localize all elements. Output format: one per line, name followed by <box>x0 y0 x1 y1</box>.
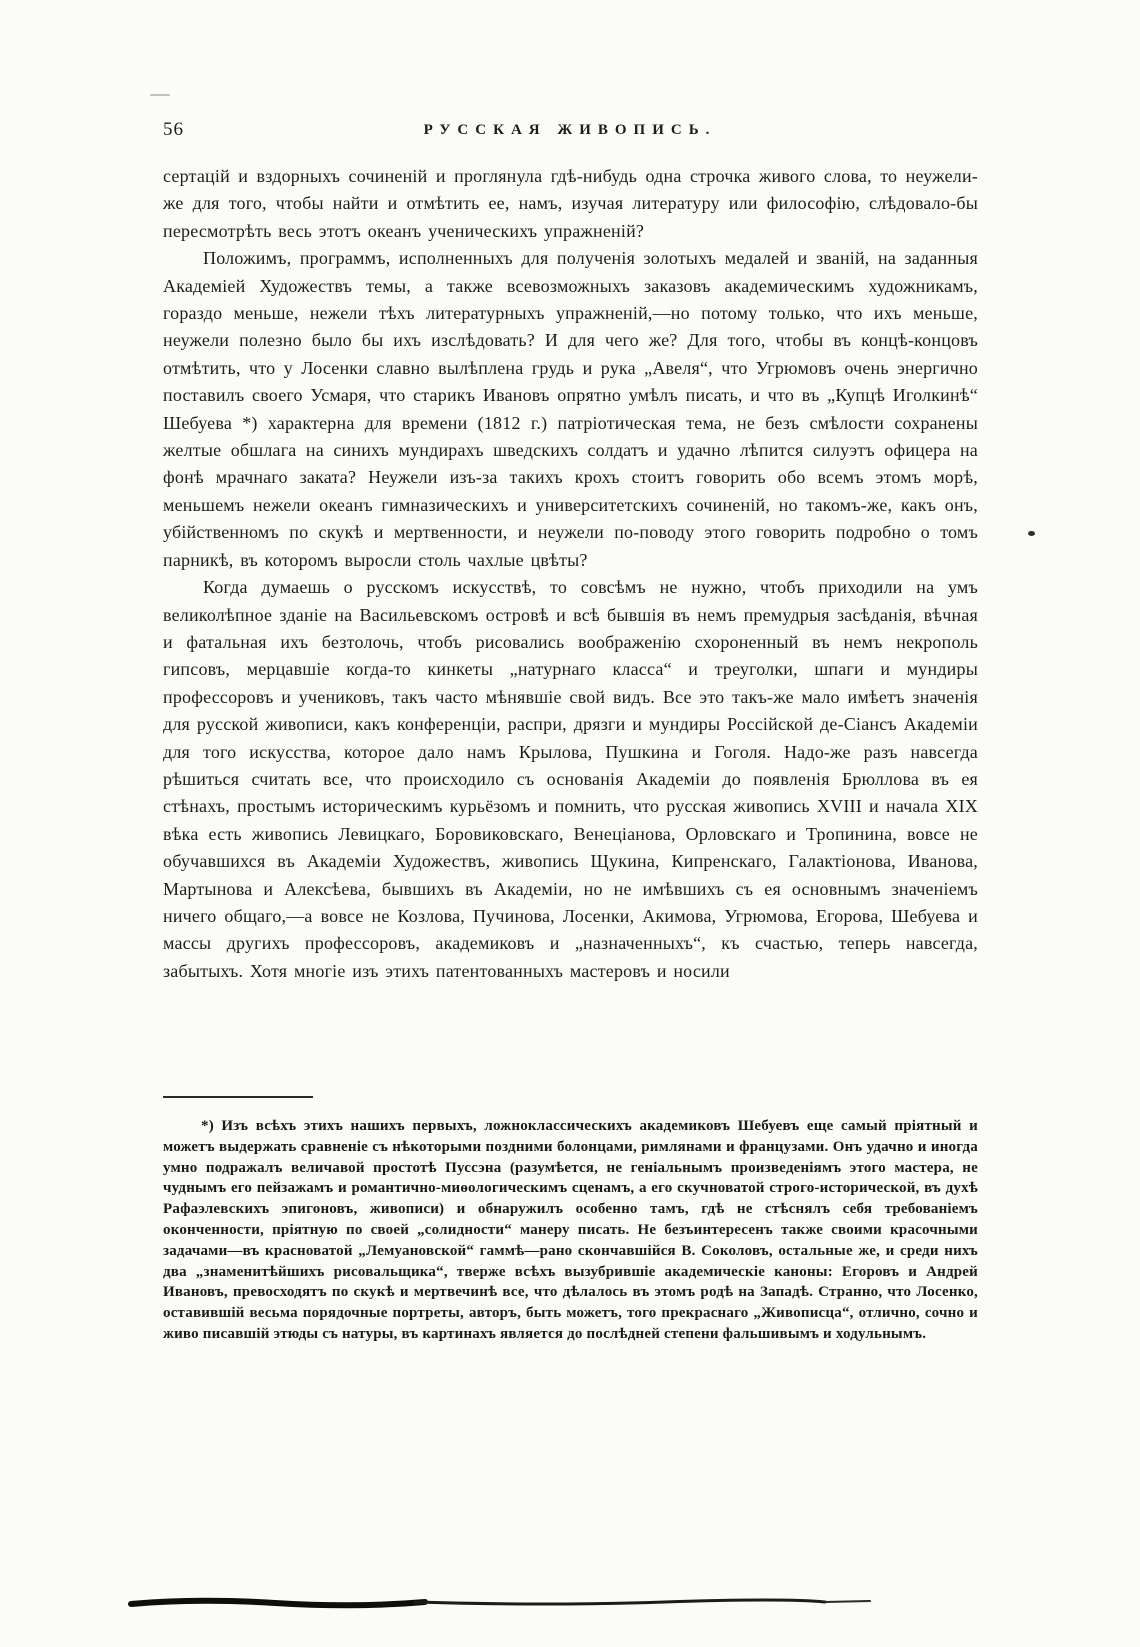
footnote-separator-rule <box>163 1096 313 1098</box>
page-number: 56 <box>163 119 184 140</box>
paragraph: сертацій и вздорныхъ сочиненій и проглянула гдѣ-нибудь одна строчка живого слова, то неужели-же для того, чтобы найти и отмѣтить ее, намъ, изучая литературу или философію, слѣдовало-бы пересмотрѣть весь этотъ океанъ ученическихъ упражненій? <box>163 166 978 241</box>
paragraph: Когда думаешь о русскомъ искусствѣ, то совсѣмъ не нужно, чтобъ приходили на умъ великолѣпное зданіе на Васильевскомъ островѣ и всѣ бывшія въ немъ премудрыя засѣданія, вѣчная и фатальная ихъ безтолочь, чтобъ рисовались воображенію схороненный въ немъ некрополь гипсовъ, мерцавшіе когда-то кинкеты „натурнаго класса“ и треуголки, шпаги и мундиры профессоровъ и учениковъ, такъ часто мѣнявшіе свой видъ. Все это такъ-же мало имѣетъ значенія для русской живописи, какъ конференціи, распри, дрязги и мундиры Россійской де-Сіансъ Академіи для того искусства, которое дало намъ Крылова, Пушкина и Гоголя. Надо-же разъ навсегда рѣшиться считать все, что происходило съ основанія Академіи до появленія Брюллова въ ея стѣнахъ, простымъ историческимъ курьёзомъ и помнить, что русская живопись XVIII и начала XIX вѣка есть живопись Левицкаго, Боровиковскаго, Венеціанова, Орловскаго и Тропинина, вовсе не обучавшихся въ Академіи Художествъ, живопись Щукина, Кипренскаго, Галактіонова, Иванова, Мартынова и Алексѣева, бывшихъ въ Академіи, но не имѣвшихъ съ ея основнымъ значеніемъ ничего общаго,—а вовсе не Козлова, Пучинова, Лосенки, Акимова, Угрюмова, Егорова, Шебуева и массы другихъ профессоровъ, академиковъ и „назначенныхъ“, къ счастью, теперь навсегда, забытыхъ. Хотя многіе изъ этихъ патентованныхъ мастеровъ и носили <box>163 577 978 981</box>
footnote: *) Изъ всѣхъ этихъ нашихъ первыхъ, ложноклассическихъ академиковъ Шебуевъ еще самый пріятный и можетъ выдержать сравненіе съ нѣкоторыми поздними болонцами, римлянами и французами. Онъ удачно и иногда умно подражалъ величавой простотѣ Пуссэна (разумѣется, не геніальнымъ произведеніямъ этого мастера, не чуднымъ его пейзажамъ и романтично-миѳологическимъ сценамъ, а его скучноватой строго-исторической, въ духѣ Рафаэлевскихъ эпигоновъ, живописи) и обнаружилъ особенно тамъ, гдѣ не стѣснялъ себя требованіемъ оконченности, пріятную по своей „солидности“ манеру писать. Не безъинтересенъ также своими красочными задачами—въ красноватой „Лемуановской“ гаммѣ—рано скончавшійся В. Соколовъ, остальные же, и среди нихъ два „знаменитѣйшихъ рисовальщика“, тверже всѣхъ вызубрившіе академическіе каноны: Егоровъ и Андрей Ивановъ, превосходятъ по скукѣ и мертвечинѣ все, что дѣлалось въ этомъ родѣ на Западѣ. Странно, что Лосенко, оставившій весьма порядочные портреты, авторъ, быть можетъ, того прекраснаго „Живописца“, отлично, сочно и живо писавшій этюды съ натуры, въ картинахъ является до послѣдней степени фальшивымъ и ходульнымъ. <box>163 1118 978 1342</box>
body-text <box>163 163 978 985</box>
scan-speck-artifact <box>150 94 170 96</box>
paragraph: Положимъ, программъ, исполненныхъ для полученія золотыхъ медалей и званій, на заданныя Академіей Художествъ темы, а также всевозможныхъ заказовъ академическимъ художникамъ, гораздо меньше, нежели тѣхъ литературныхъ упражненій,—но потому только, что ихъ меньше, неужели полезно было бы ихъ изслѣдовать? И для чего же? Для того, чтобы въ концѣ-концовъ отмѣтить, что у Лосенки славно вылѣплена грудь и рука „Авеля“, что Угрюмовъ очень энергично поставилъ своего Усмаря, что старикъ Ивановъ опрятно умѣлъ писать, и что въ „Купцѣ Иголкинѣ“ Шебуева *) характерна для времени (1812 г.) патріотическая тема, не безъ смѣлости сохранены желтые обшлага на синихъ мундирахъ шведскихъ солдатъ и удачно лѣпится силуэтъ офицера на фонѣ мрачнаго заката? Неужели изъ-за такихъ крохъ стоитъ говорить обо всемъ этомъ морѣ, меньшемъ нежели океанъ гимназическихъ и университетскихъ сочиненій, но такомъ-же, какъ онъ, убійственномъ по скукѣ и мертвенности, и неужели по-поводу этого говорить подробно о томъ парникѣ, въ которомъ выросли столь чахлые цвѣты? <box>163 248 978 570</box>
running-title: РУССКАЯ ЖИВОПИСЬ. <box>423 122 717 138</box>
ink-smudge-artifact <box>125 1594 885 1612</box>
scan-dot-artifact <box>1028 531 1035 536</box>
